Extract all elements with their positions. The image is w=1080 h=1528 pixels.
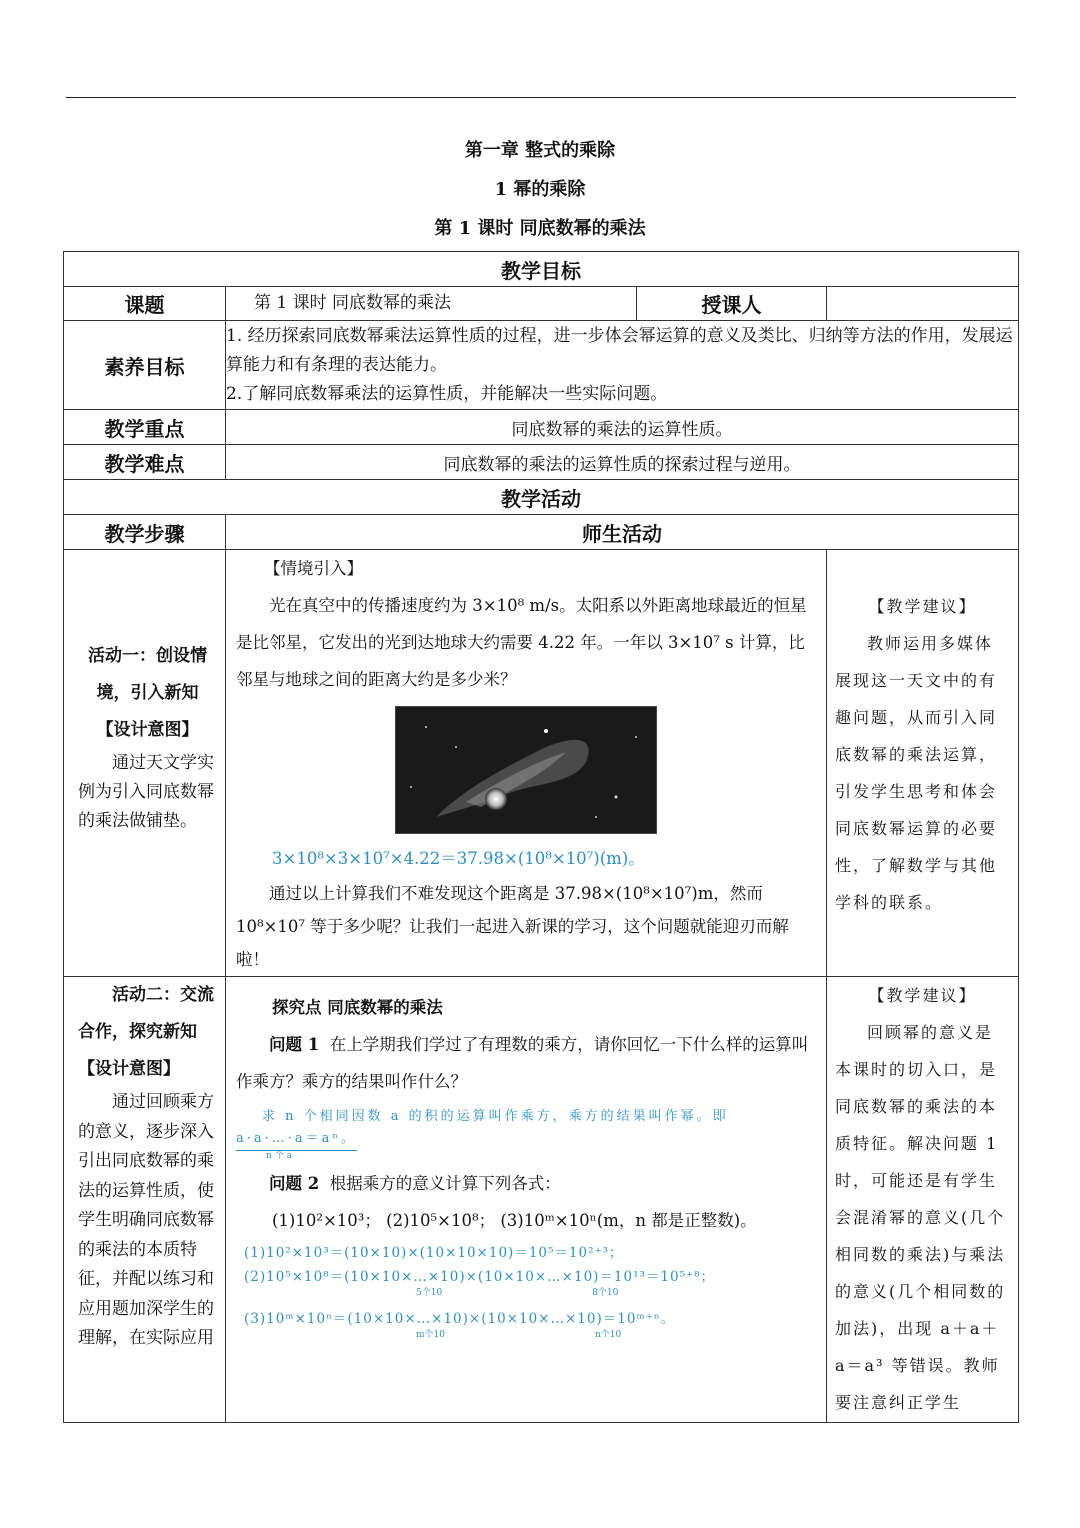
q2-text: 根据乘方的意义计算下列各式： <box>329 1174 561 1193</box>
activity2-advice-text: 回顾幂的意义是本课时的切入口，是同底数幂的乘法的本质特征。解决问题 1 时，可能还是有学生会混淆幂的意义(几个相同数的乘法)与乘法的意义(几个相同数的加法)，出现 a＋a＋a＝a³ 等错误。教师要注意纠正学生 <box>835 1023 1006 1412</box>
teacher-label: 授课人 <box>637 287 827 321</box>
q1-text: 在上学期我们学过了有理数的乘方，请你回忆一下什么样的运算叫作乘方？乘方的结果叫作什么？ <box>236 1035 809 1091</box>
activity1-advice-tag: 【教学建议】 <box>868 597 977 616</box>
activity1-design-text: 通过天文学实例为引入同底数幂的乘法做铺垫。 <box>78 753 214 831</box>
activity2-advice-tag: 【教学建议】 <box>868 986 977 1005</box>
ans1: (1)10²×10³＝(10×10)×(10×10×10)＝10⁵＝10²⁺³； <box>244 1245 624 1261</box>
literacy-goal-2: 2.了解同底数幂乘法的运算性质，并能解决一些实际问题。 <box>226 383 668 404</box>
follow-text: 通过以上计算我们不难发现这个距离是 37.98×(10⁸×10⁷)m，然而 10⁸×10⁷ 等于多少呢？让我们一起进入新课的学习，这个问题就能迎刃而解啦！ <box>236 884 789 969</box>
a1-formula: a·a·…·a＝aⁿ。 <box>236 1128 357 1151</box>
ans3-block <box>236 1309 816 1341</box>
calc-line: 3×10⁸×3×10⁷×4.22＝37.98×(10⁸×10⁷)(m)。 <box>272 849 645 868</box>
ans3: (3)10ᵐ×10ⁿ＝(10×10×…×10)×(10×10×…×10)＝10ᵐ⁺ⁿ。 <box>244 1311 676 1327</box>
ans3-under-2: n个10 <box>595 1330 622 1340</box>
activity2-design: 【设计意图】 <box>78 1059 180 1079</box>
topic-value: 第 1 课时 同底数幂的乘法 <box>226 287 637 321</box>
intro-tag: 【情境引入】 <box>264 559 363 578</box>
difficult-value: 同底数幂的乘法的运算性质的探索过程与逆用。 <box>226 445 1019 480</box>
nebula-illustration <box>396 707 656 833</box>
q2-label: 问题 2 <box>269 1174 320 1193</box>
ans2-under-2: 8个10 <box>592 1288 619 1298</box>
lesson-plan-table <box>63 251 1019 1423</box>
teacher-student-label: 师生活动 <box>226 515 1019 550</box>
teacher-value <box>827 287 1019 321</box>
ans2-under-1: 5个10 <box>416 1288 443 1298</box>
key-value: 同底数幂的乘法的运算性质。 <box>226 410 1019 445</box>
ans2-under <box>244 1287 816 1299</box>
activity1-design: 【设计意图】 <box>96 720 199 740</box>
ans2: (2)10⁵×10⁸＝(10×10×…×10)×(10×10×…×10)＝10¹³＝10⁵⁺⁸； <box>244 1269 716 1285</box>
activity1-advice <box>827 550 1019 977</box>
intro-text: 光在真空中的传播速度约为 3×10⁸ m/s。太阳系以外距离地球最近的恒星是比邻星，它发出的光到达地球大约需要 4.22 年。一年以 3×10⁷ s 计算，比邻星与地球之间的距离大约是多少米？ <box>236 596 807 689</box>
activity-header: 教学活动 <box>64 480 1019 515</box>
activity2-title: 活动二：交流合作，探究新知 <box>78 985 214 1042</box>
literacy-goals <box>226 321 1019 410</box>
activity2-left <box>64 977 226 1423</box>
explore-point: 探究点 同底数幂的乘法 <box>272 998 443 1017</box>
nebula-image <box>395 706 657 834</box>
a1-formula-block <box>236 1128 816 1161</box>
activity1-left <box>64 550 226 977</box>
activity1-main <box>226 550 827 977</box>
lesson-title: 第 1 课时 同底数幂的乘法 <box>434 218 646 239</box>
q2-items: (1)10²×10³； (2)10⁵×10⁸； (3)10ᵐ×10ⁿ(m，n 都是正整数)。 <box>272 1211 757 1230</box>
activity2-main <box>226 977 827 1423</box>
activity2-design-text: 通过回顾乘方的意义，逐步深入引出同底数幂的乘法的运算性质，使学生明确同底数幂的乘法的本质特征，并配以练习和应用题加深学生的理解，在实际应用 <box>78 1092 214 1348</box>
chapter-title: 第一章 整式的乘除 <box>464 140 616 161</box>
goals-header: 教学目标 <box>64 252 1019 287</box>
difficult-label: 教学难点 <box>64 445 226 480</box>
q1-label: 问题 1 <box>269 1035 320 1054</box>
activity1-title: 活动一：创设情境，引入新知 <box>88 646 207 703</box>
literacy-label: 素养目标 <box>64 321 226 410</box>
a1-under: n个a <box>266 1151 296 1161</box>
ans2-block <box>236 1267 816 1299</box>
literacy-goal-1: 1. 经历探索同底数幂乘法运算性质的过程，进一步体会幂运算的意义及类比、归纳等方法的作用，发展运算能力和有条理的表达能力。 <box>226 325 1013 375</box>
key-label: 教学重点 <box>64 410 226 445</box>
steps-label: 教学步骤 <box>64 515 226 550</box>
ans3-under <box>244 1329 816 1341</box>
activity2-advice <box>827 977 1019 1423</box>
section-title: 1 幂的乘除 <box>494 179 586 200</box>
ans3-under-1: m个10 <box>416 1330 445 1340</box>
header-rule <box>66 97 1016 98</box>
activity1-advice-text: 教师运用多媒体展现这一天文中的有趣问题，从而引入同底数幂的乘法运算，引发学生思考和体会同底数幂运算的必要性，了解数学与其他学科的联系。 <box>835 634 998 912</box>
a1-text: 求 n 个相同因数 a 的积的运算叫作乘方，乘方的结果叫作幂。即 <box>262 1109 729 1124</box>
topic-label: 课题 <box>64 287 226 321</box>
